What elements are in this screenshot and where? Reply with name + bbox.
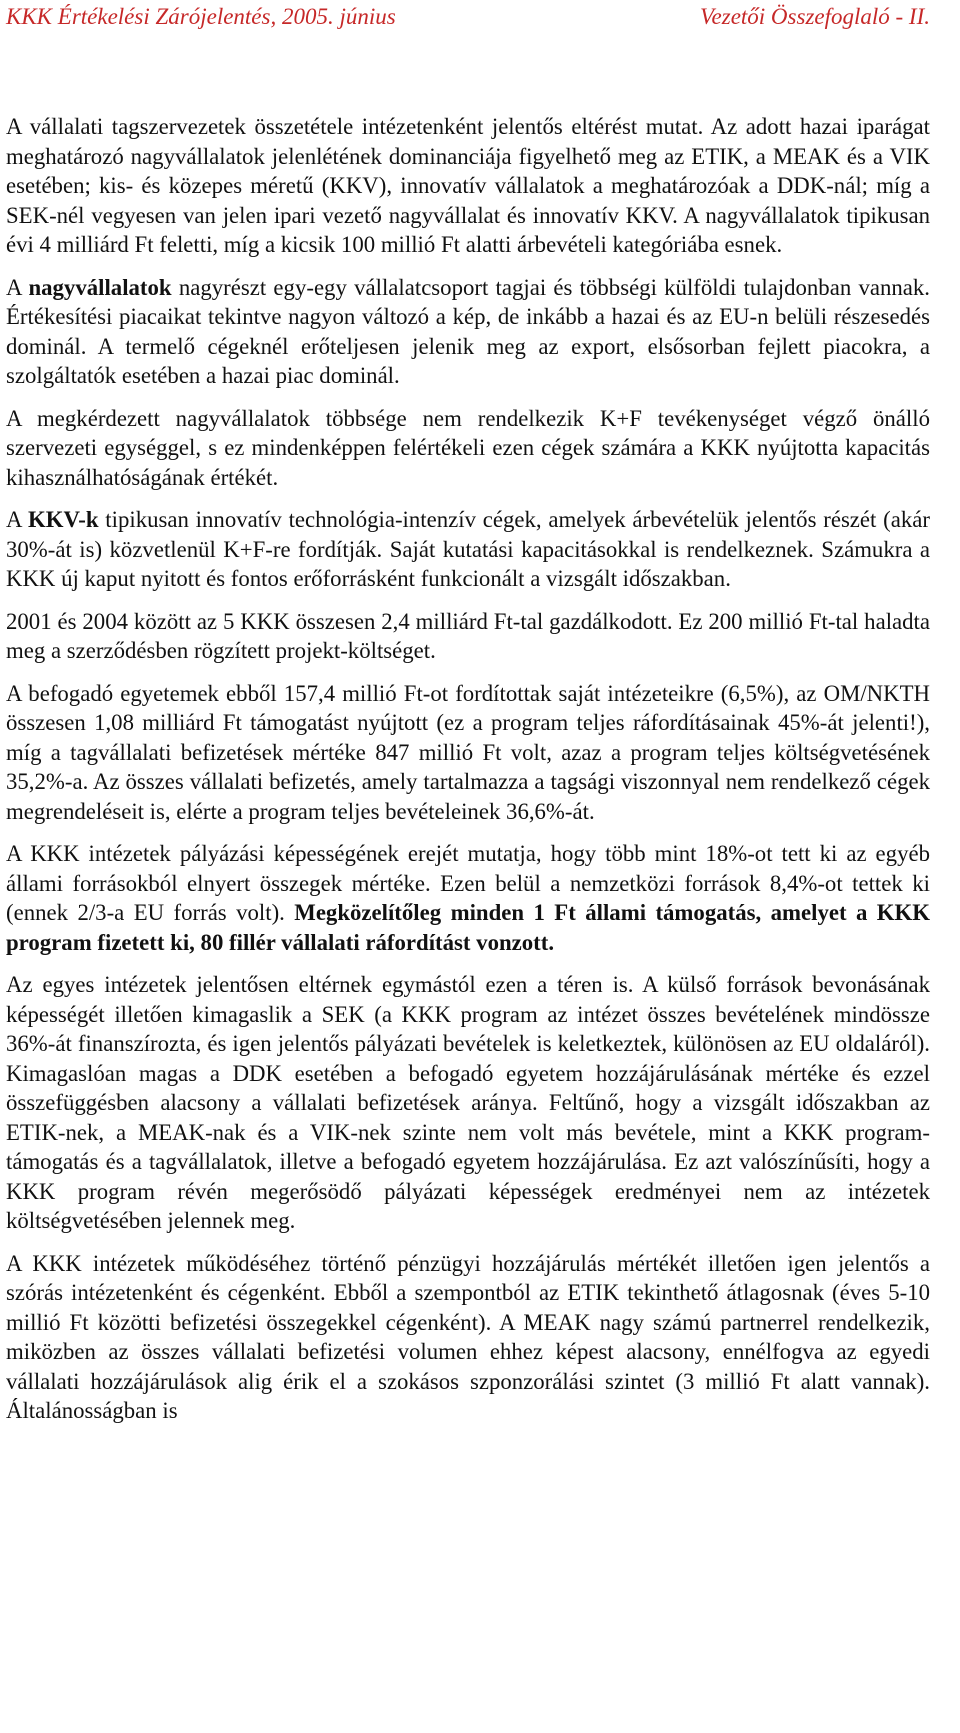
paragraph-2-rest: nagyrészt egy-egy vállalatcsoport tagjai és többségi külföldi tulajdonban vannak. Értékesítési piacaikat tekintve nagyon változó a kép, de inkább a hazai és az EU-n belüli részesedés dominál. A termelő cégeknél erőteljesen jelenik meg az export, elsősorban fejlett piacokra, a szolgáltatók esetében a hazai piac dominál. [6, 274, 930, 388]
paragraph-2 [6, 273, 930, 391]
body-text [6, 112, 930, 1439]
paragraph-6-text: A befogadó egyetemek ebből 157,4 millió Ft-ot fordítottak saját intézeteikre (6,5%), az OM/NKTH összesen 1,08 milliárd Ft támogatást nyújtott (ez a program teljes ráfordításainak 45%-át jelenti!), míg a tagvállalati befizetések mértéke 847 millió Ft volt, azaz a program teljes költségvetésének 35,2%-a. Az összes vállalati befizetés, amely tartalmazza a tagsági viszonnyal nem rendelkező cégek megrendeléseit is, elérte a program teljes bevételeinek 36,6%-át. [6, 680, 930, 824]
paragraph-6 [6, 679, 930, 827]
paragraph-4 [6, 505, 930, 594]
paragraph-7 [6, 839, 930, 957]
paragraph-9-text: A KKK intézetek működéséhez történő pénzügyi hozzájárulás mértékét illetően igen jelentős a szórás intézetenként és cégenként. Ebből a szempontból az ETIK tekinthető átlagosnak (éves 5-10 millió Ft közötti befizetési összegekkel cégenként). A MEAK nagy számú partnerrel rendelkezik, miközben az összes vállalati befizetési volumen ehhez képest alacsony, ennélfogva az egyedi vállalati hozzájárulások alig érik el a szokásos szponzorálási szintet (3 millió Ft alatt vannak). Általánosságban is [6, 1250, 930, 1423]
paragraph-4-bold: KKV-k [28, 507, 99, 532]
header-left-title: KKK Értékelési Zárójelentés, 2005. június [6, 4, 396, 29]
paragraph-1-text: A vállalati tagszervezetek összetétele intézetenként jelentős eltérést mutat. Az adott hazai iparágat meghatározó nagyvállalatok jelenlétének dominanciája figyelhető meg az ETIK, a MEAK és a VIK esetében; kis- és közepes méretű (KKV), innovatív vállalatok a meghatározóak a DDK-nál; míg a SEK-nél vegyesen van jelen ipari vezető nagyvállalat és innovatív KKV. A nagyvállalatok tipikusan évi 4 milliárd Ft feletti, míg a kicsik 100 millió Ft alatti árbevételi kategóriába esnek. [6, 114, 930, 257]
paragraph-7-text: A KKK intézetek pályázási képességének erejét mutatja, hogy több mint 18%-ot tett ki az egyéb állami forrásokból elnyert összegek mértéke. Ezen belül a nemzetközi források 8,4%-ot tettek ki (ennek 2/3-a EU forrás volt). [6, 841, 930, 925]
paragraph-8-text: Az egyes intézetek jelentősen eltérnek egymástól ezen a téren is. A külső források bevonásának képességét illetően kimagaslik a SEK (a KKK program az intézet összes bevételének mindössze 36%-át finanszírozta, és igen jelentős pályázati bevételek is keletkeztek, különösen az EU oldaláról). Kimagaslóan magas a DDK esetében a befogadó egyetem hozzájárulásának mértéke és ezzel összefüggésben alacsony a vállalati befizetések aránya. Feltűnő, hogy a vizsgált időszakban az ETIK-nek, a MEAK-nak és a VIK-nek szinte nem volt más bevétele, mint a KKK program-támogatás és a tagvállalatok, illetve a befogadó egyetem hozzájárulása. Ez azt valószínűsíti, hogy a KKK program révén megerősödő pályázati képességek eredményei nem az intézetek költségvetésében jelennek meg. [6, 972, 930, 1233]
paragraph-7-bold: Megközelítőleg minden 1 Ft állami támogatás, amelyet a KKK program fizetett ki, 80 fillér vállalati ráfordítást vonzott. [6, 900, 930, 955]
paragraph-3-text: A megkérdezett nagyvállalatok többsége nem rendelkezik K+F tevékenységet végző önálló szervezeti egységgel, s ez mindenképpen felértékeli ezen cégek számára a KKK nyújtotta kapacitás kihasználhatóságának értékét. [6, 405, 930, 490]
paragraph-4-lead: A [6, 507, 28, 532]
paragraph-1 [6, 112, 930, 260]
paragraph-8 [6, 970, 930, 1236]
paragraph-2-bold: nagyvállalatok [28, 274, 172, 300]
header-right-title: Vezetői Összefoglaló - II. [700, 4, 930, 29]
paragraph-4-rest: tipikusan innovatív technológia-intenzív cégek, amelyek árbevételük jelentős részét (akár 30%-át is) közvetlenül K+F-re fordítják. Saját kutatási kapacitásokkal is rendelkeznek. Számukra a KKK új kaput nyitott és fontos erőforrásként funkcionált a vizsgált időszakban. [6, 507, 930, 591]
page-header [6, 4, 930, 40]
paragraph-9 [6, 1249, 930, 1426]
paragraph-5 [6, 607, 930, 666]
paragraph-3 [6, 404, 930, 493]
paragraph-5-text: 2001 és 2004 között az 5 KKK összesen 2,4 milliárd Ft-tal gazdálkodott. Ez 200 millió Ft-tal haladta meg a szerződésben rögzített projekt-költséget. [6, 608, 930, 663]
paragraph-2-lead: A [6, 274, 29, 300]
